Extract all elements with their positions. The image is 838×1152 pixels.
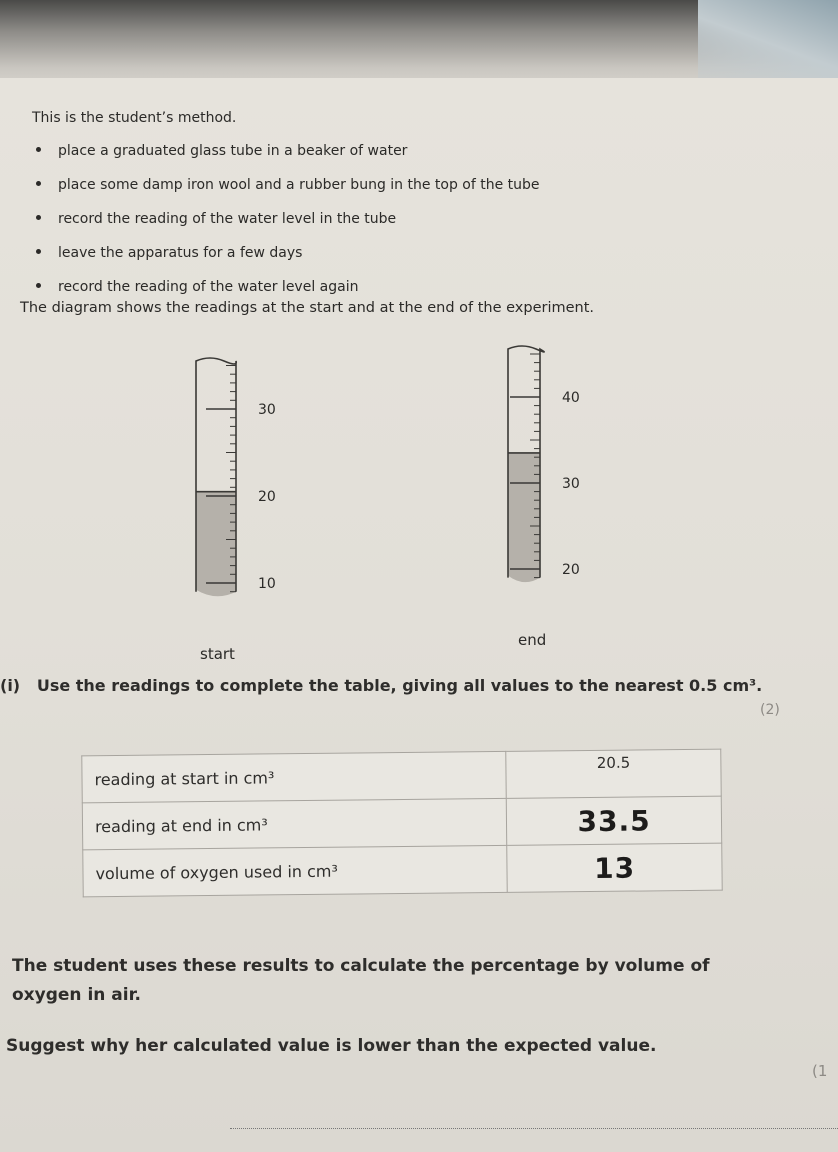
scale-label: 30 <box>258 402 276 418</box>
bullet-icon <box>36 181 41 186</box>
start-tube-diagram <box>180 345 300 620</box>
question-marks: (2) <box>760 702 780 718</box>
start-reading-value: 20.5 <box>596 753 631 772</box>
row-label: volume of oxygen used in cm³ <box>83 845 508 896</box>
start-reading-cell <box>506 749 721 798</box>
scale-label: 40 <box>562 390 580 406</box>
end-reading-answer: 33.5 <box>577 803 651 838</box>
water-fill <box>196 492 236 597</box>
row-label: reading at start in cm³ <box>82 751 507 802</box>
method-step: place a graduated glass tube in a beaker of water <box>36 140 540 174</box>
followup-statement: The student uses these results to calculate the percentage by volume of oxygen in air. <box>12 956 710 1005</box>
method-step: record the reading of the water level in the tube <box>36 208 540 242</box>
followup-question: Suggest why her calculated value is lower than the expected value. <box>6 1036 657 1056</box>
end-caption: end <box>518 631 547 649</box>
table-row <box>82 796 721 850</box>
scale-label: 20 <box>258 489 276 505</box>
answer-line[interactable] <box>230 1128 838 1129</box>
method-step: record the reading of the water level again <box>36 276 540 310</box>
method-step: place some damp iron wool and a rubber bung in the top of the tube <box>36 174 540 208</box>
oxygen-volume-cell[interactable] <box>507 843 722 892</box>
oxygen-volume-answer: 13 <box>593 851 636 885</box>
scale-label: 30 <box>562 476 580 492</box>
bullet-icon <box>36 215 41 220</box>
scale-label: 20 <box>562 562 580 578</box>
method-step: leave the apparatus for a few days <box>36 242 540 276</box>
end-reading-cell[interactable] <box>506 796 721 845</box>
question-i <box>0 676 762 695</box>
results-table <box>81 749 722 898</box>
start-caption: start <box>200 645 235 663</box>
scale-label: 10 <box>258 576 276 592</box>
table-row <box>82 749 721 803</box>
question-number: (i) <box>0 676 21 695</box>
bullet-icon <box>36 283 41 288</box>
row-label: reading at end in cm³ <box>82 798 507 849</box>
method-intro: This is the student’s method. <box>32 110 237 126</box>
method-steps <box>36 140 540 310</box>
followup-marks: (1 <box>812 1062 828 1080</box>
table-row <box>83 843 722 897</box>
diagram-intro: The diagram shows the readings at the start and at the end of the experiment. <box>20 300 595 316</box>
bullet-icon <box>36 249 41 254</box>
end-tube-diagram <box>484 335 604 615</box>
bullet-icon <box>36 147 41 152</box>
question-text: Use the readings to complete the table, giving all values to the nearest 0.5 cm³. <box>36 676 763 695</box>
